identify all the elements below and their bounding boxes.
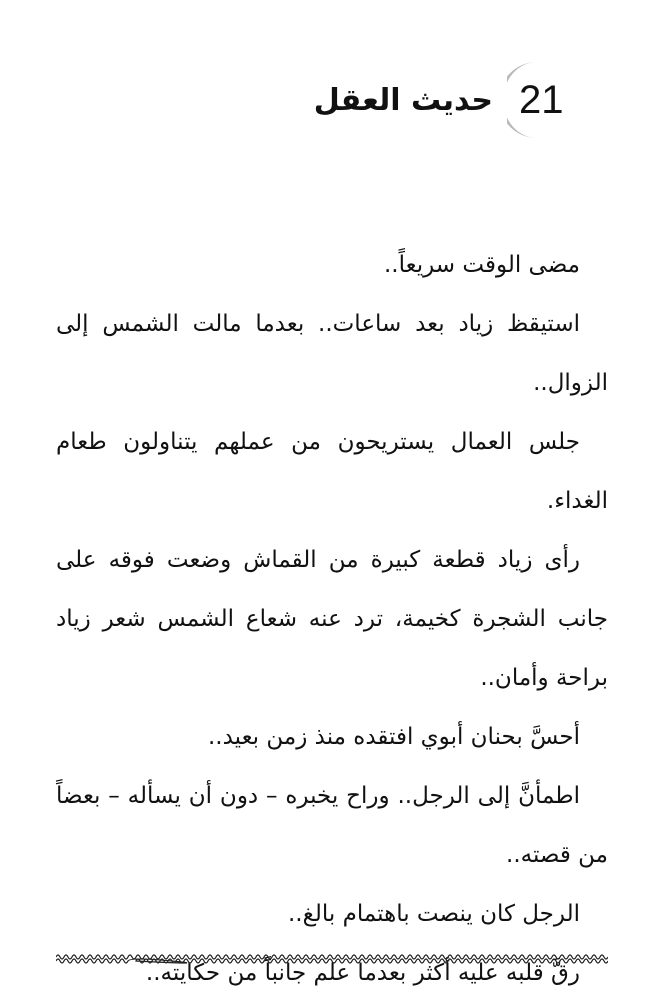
wavy-divider-line xyxy=(56,959,608,963)
page-body xyxy=(56,236,608,1003)
chapter-header xyxy=(314,58,571,142)
paragraph: الرجل كان ينصت باهتمام بالغ.. xyxy=(288,901,580,927)
paragraph: أحسَّ بحنان أبوي افتقده منذ زمن بعيد.. xyxy=(207,724,580,750)
paragraph: اطمأنَّ إلى الرجل.. وراح يخبره – دون أن يسأله – بعضاً من قصته.. xyxy=(56,783,608,868)
chapter-title: حديث العقل xyxy=(313,82,493,118)
paragraph: رأى زياد قطعة كبيرة من القماش وضعت فوقه على جانب الشجرة كخيمة، ترد عنه شعاع الشمس شعر زياد براحة وأمان.. xyxy=(56,547,608,691)
chapter-number: 21 xyxy=(519,78,564,122)
wavy-divider xyxy=(56,950,608,964)
chapter-badge xyxy=(507,60,571,140)
paragraph: استيقظ زياد بعد ساعات.. بعدما مالت الشمس إلى الزوال.. xyxy=(56,311,608,396)
paragraph: رقَّ قلبه عليه أكثر بعدما علم جانباً من حكايته.. xyxy=(145,960,580,986)
paragraph: جلس العمال يستريحون من عملهم يتناولون طعام الغداء. xyxy=(56,429,608,514)
paragraph: مضى الوقت سريعاً.. xyxy=(383,252,580,278)
